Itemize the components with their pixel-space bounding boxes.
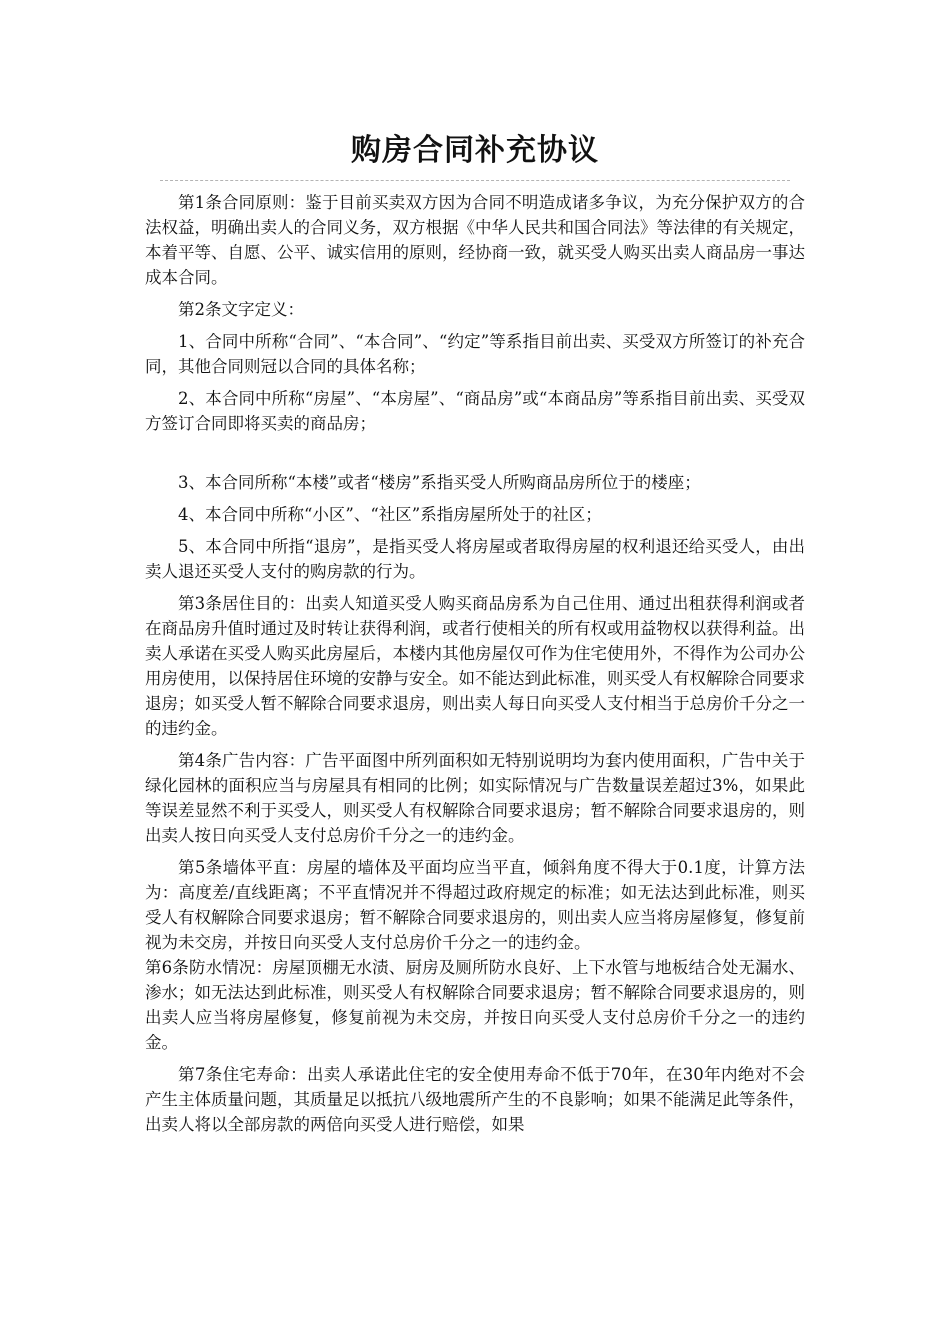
paragraph-article-5: 第5条墙体平直：房屋的墙体及平面均应当平直，倾斜角度不得大于0.1度，计算方法为：高度差/直线距离；不平直情况并不得超过政府规定的标准；如无法达到此标准，则买受人有权解除合同要求退房；暂不解除合同要求退房的，则出卖人应当将房屋修复，修复前视为未交房，并按日向买受人支付总房价千分之一的违约金。 [145, 858, 805, 952]
paragraph-article-1: 第1条合同原则：鉴于目前买卖双方因为合同不明造成诸多争议，为充分保护双方的合法权益，明确出卖人的合同义务，双方根据《中华人民共和国合同法》等法律的有关规定，本着平等、自愿、公平、诚实信用的原则，经协商一致，就买受人购买出卖人商品房一事达成本合同。 [145, 193, 805, 287]
paragraph-definition-3: 3、本合同所称“本楼”或者“楼房”系指买受人所购商品房所位于的楼座； [178, 473, 701, 492]
document-body [145, 190, 805, 1144]
paragraph-definition-5: 5、本合同中所指“退房”，是指买受人将房屋或者取得房屋的权利退还给买受人，由出卖人退还买受人支付的购房款的行为。 [145, 537, 805, 581]
paragraph-article-7: 第7条住宅寿命：出卖人承诺此住宅的安全使用寿命不低于70年，在30年内绝对不会产生主体质量问题，其质量足以抵抗八级地震所产生的不良影响；如果不能满足此等条件，出卖人将以全部房款的两倍向买受人进行赔偿，如果 [145, 1065, 805, 1134]
paragraph-article-6: 第6条防水情况：房屋顶棚无水渍、厨房及厕所防水良好、上下水管与地板结合处无漏水、渗水；如无法达到此标准，则买受人有权解除合同要求退房；暂不解除合同要求退房的，则出卖人应当将房屋修复，修复前视为未交房，并按日向买受人支付总房价千分之一的违约金。 [145, 958, 805, 1052]
paragraph-definition-4: 4、本合同中所称“小区”、“社区”系指房屋所处于的社区； [178, 505, 602, 524]
paragraph-article-2-heading: 第2条文字定义： [178, 300, 304, 319]
title-divider [160, 180, 790, 181]
paragraph-definition-1: 1、合同中所称“合同”、“本合同”、“约定”等系指目前出卖、买受双方所签订的补充合同，其他合同则冠以合同的具体名称； [145, 332, 805, 376]
paragraph-article-3: 第3条居住目的：出卖人知道买受人购买商品房系为自己住用、通过出租获得利润或者在商品房升值时通过及时转让获得利润，或者行使相关的所有权或用益物权以获得利益。出卖人承诺在买受人购买此房屋后，本楼内其他房屋仅可作为住宅使用外，不得作为公司办公用房使用，以保持居住环境的安静与安全。如不能达到此标准，则买受人有权解除合同要求退房；如买受人暂不解除合同要求退房，则出卖人每日向买受人支付相当于总房价千分之一的违约金。 [145, 594, 805, 738]
paragraph-article-4: 第4条广告内容：广告平面图中所列面积如无特别说明均为套内使用面积，广告中关于绿化园林的面积应当与房屋具有相同的比例；如实际情况与广告数量误差超过3%，如果此等误差显然不利于买受人，则买受人有权解除合同要求退房；暂不解除合同要求退房的，则出卖人按日向买受人支付总房价千分之一的违约金。 [145, 751, 805, 845]
document-title: 购房合同补充协议 [351, 133, 599, 168]
paragraph-definition-2: 2、本合同中所称“房屋”、“本房屋”、“商品房”或“本商品房”等系指目前出卖、买受双方签订合同即将买卖的商品房； [145, 389, 805, 433]
